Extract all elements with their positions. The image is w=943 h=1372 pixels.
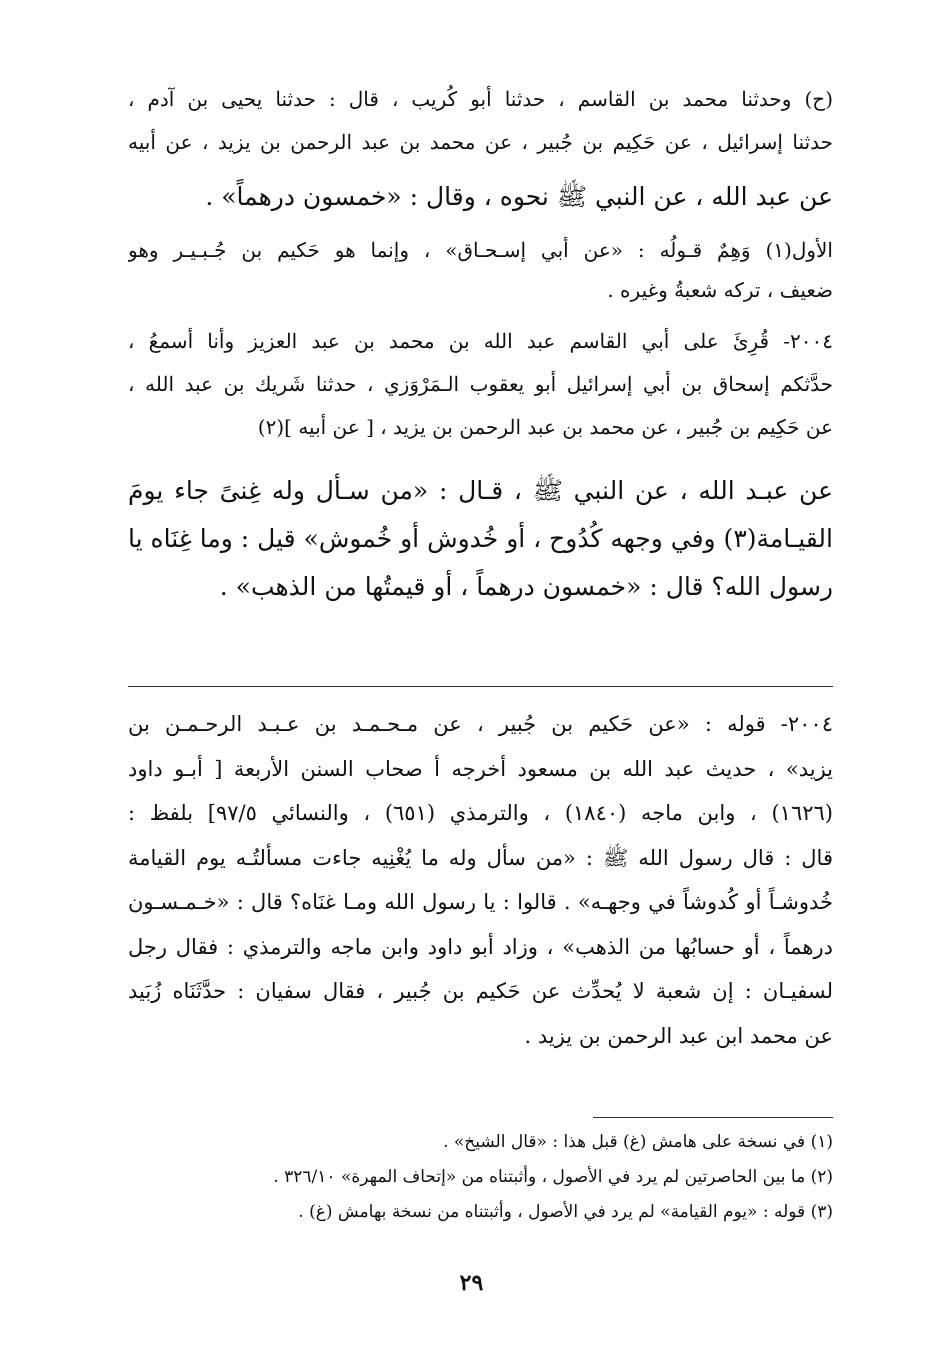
footnote-3: (٣) قوله : «يوم القيامة» لم يرد في الأصول ، وأثبتناه من نسخة بهامش (غ) . [298,1202,833,1222]
text-line: عن عبد الله ، عن النبي ﷺ نحوه ، وقال : «خمسون درهماً» . [205,182,833,211]
text-line: (ح) وحدثنا محمد بن القاسم ، حدثنا أبو كُريب ، قال : حدثنا يحيى بن آدم ، [128,87,833,111]
footnote-2: (٢) ما بين الحاصرتين لم يرد في الأصول ، وأثبتناه من «إتحاف المهرة» ٣٢٦/١٠ . [273,1167,833,1187]
text-line: ٢٠٠٤- قوله : «عن حَكيم بن جُبير ، عن مـحـمـد بن عـبـد الرحـمـن بن [128,712,833,736]
text-line: القيـامة(٣) وفي وجهه كُدُوح ، أو خُدوش أو خُموش» قيل : وما غِنَاه يا [128,524,833,553]
hadith-2004-isnad [128,320,833,449]
text-line: يزيد» ، حديث عبد الله بن مسعود أخرجه أ صحاب السنن الأربعة [ أبـو داود [128,756,833,781]
text-line: عن عبـد الله ، عن النبي ﷺ ، قـال : «من سـأل وله غِنىً جاء يومَ [128,476,833,505]
commentary-block [128,702,833,1058]
text-line: خُدوشـاً أو كُدوشاً في وجهـه» . قالوا : يا رسول الله ومـا غنَاه؟ قال : «خـمـسـون [128,890,833,914]
text-line: ٢٠٠٤- قُرِئَ على أبي القاسم عبد الله بن محمد بن عبد العزيز وأنا أسمعُ ، [128,329,833,353]
hadith-2004-matn [128,467,833,611]
main-text [128,78,833,611]
text-line: ضعيف ، تركه شعبةُ وغيره . [607,278,833,302]
text-line: (١٦٢٦) ، وابن ماجه (١٨٤٠) ، والترمذي (٦٥١) ، والنسائي ٩٧/٥] بلفظ : [128,801,833,825]
matn-block [128,174,833,220]
text-line: رسول الله؟ قال : «خمسون درهماً ، أو قيمتُها من الذهب» . [219,572,833,601]
text-line: الأول(١) وَهِمٌ قـولُه : «عن أبي إسـحـاق» ، وإنما هو حَكيم بن جُـبـيـر وهو [128,238,833,262]
footnotes [128,1125,833,1230]
isnad-block [128,78,833,164]
text-line: حدَّثكم إسحاق بن أبي إسرائيل أبو يعقوب الـمَرْوَزي ، حدثنا شَريك بن عبد الله ، [128,372,833,396]
comment-block [128,230,833,310]
page-number: ٢٩ [459,1270,484,1296]
section-divider [128,686,833,687]
text-line: درهماً ، أو حسابُها من الذهب» ، وزاد أبو داود وابن ماجه والترمذي : فقال رجل [128,934,833,959]
footnote-1: (١) في نسخة على هامش (غ) قبل هذا : «قال الشيخ» . [443,1132,833,1152]
text-line: عن حَكِيم بن جُبير ، عن محمد بن عبد الرحمن بن يزيد ، [ عن أبيه ](٢) [257,415,833,439]
text-line: حدثنا إسرائيل ، عن حَكِيم بن جُبير ، عن محمد بن عبد الرحمن بن يزيد ، عن أبيه [128,130,833,154]
footnote-rule [593,1117,833,1118]
text-line: قال : قال رسول الله ﷺ : «من سأل وله ما يُغْنِيه جاءت مسألتُـه يوم القيامة [128,845,833,870]
text-line: عن محمد ابن عبد الرحمن بن يزيد . [524,1023,833,1048]
text-line: لسفيـان : إن شعبة لا يُحدِّث عن حَكيم بن جُبير ، فقال سفيان : حدَّثَنَاه زُبَيد [128,979,833,1003]
